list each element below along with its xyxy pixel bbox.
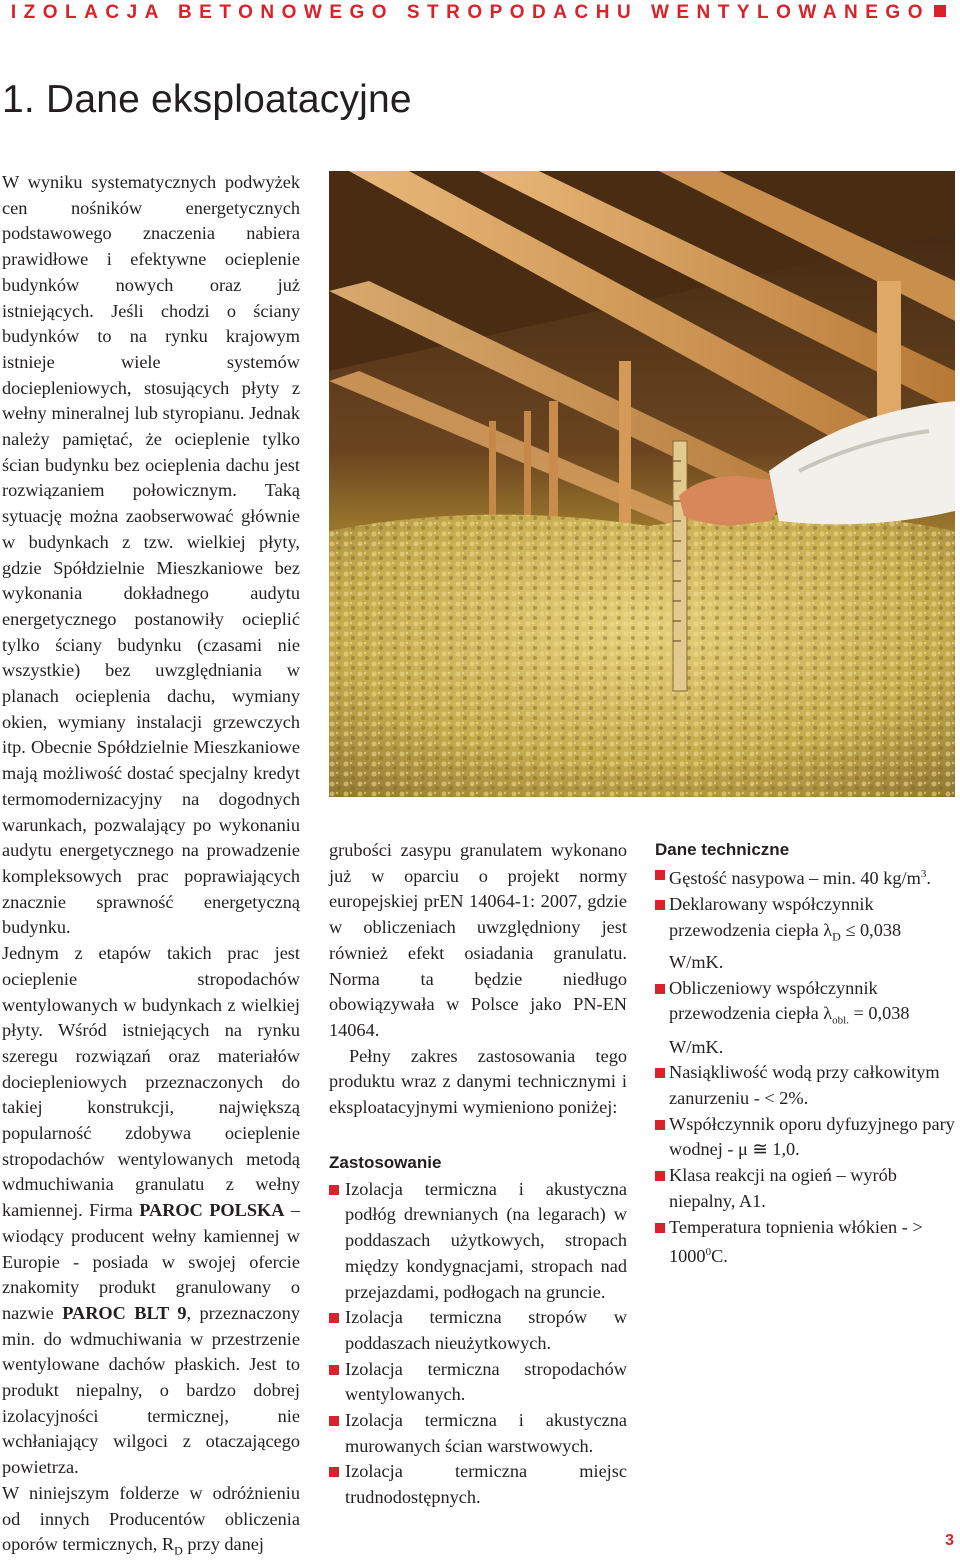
list-item: Izolacja termiczna i akustyczna podłóg drewnianych (na legarach) w poddaszach użytkowych, stropach między kondygnacjami, stropach nad przejazdami, podłogach na gruncie.	[329, 1177, 627, 1306]
list-item	[655, 1215, 955, 1271]
list-item: Izolacja termiczna stropodachów wentylowanych.	[329, 1357, 627, 1408]
paragraph-2-text-a: Jednym z etapów takich prac jest ocieplenie stropodachów wentylowanych w budynkach z wielkiej płyty. Wśród istniejących na rynku szeregu rozwiązań oraz materiałów dociepleniowych przeznaczonych do takiej konstrukcji, największą popularność zdobywa ocieplenie stropodachów wentylowanych metodą wdmuchiwania granulatu z wełny kamiennej. Firma	[2, 943, 300, 1221]
product-name: PAROC BLT 9	[62, 1302, 187, 1323]
technical-data-heading: Dane techniczne	[655, 840, 790, 859]
paragraph-2-text-c: , przeznaczony min. do wdmuchiwania w przestrzenie wentylowane dachów płaskich. Jest to produkt niepalny, o bardzo dobrej izolacyjności termicznej, nie wchłaniający wilgoci z otaczającego powietrza.	[2, 1302, 300, 1478]
column-2	[329, 838, 627, 1511]
list-item: Nasiąkliwość wodą przy całkowitym zanurzeniu - < 2%.	[655, 1060, 955, 1111]
paragraph-1	[2, 170, 300, 941]
running-header	[11, 2, 946, 24]
subscript: D	[832, 929, 841, 944]
column-3	[655, 838, 955, 1270]
list-item: Izolacja termiczna stropów w poddaszach nieużytkowych.	[329, 1305, 627, 1356]
column-1	[2, 170, 300, 1565]
subscript: obl.	[832, 1014, 849, 1027]
applications-heading: Zastosowanie	[329, 1152, 442, 1172]
superscript: 0	[705, 1246, 712, 1259]
paragraph-2-text-b: – wiodący producent wełny kamiennej w Europie - posiada w swojej ofercie znakomity produkt granulowany o nazwie	[2, 1200, 300, 1323]
paragraph-3	[2, 1481, 300, 1565]
column-2-paragraph-1: grubości zasypu granulatem wykonano już w oparciu o projekt normy europejskiej prEN 14064-1: 2007, gdzie w obliczeniach uwzględniony jest również efekt osiadania granulatu. Norma ta będzie niedługo obowiązywała w Polsce jako PN-EN 14064.	[329, 840, 627, 1040]
applications-list	[329, 1177, 627, 1511]
list-item-text: .	[926, 868, 931, 889]
list-item	[655, 976, 955, 1061]
attic-photo-illustration	[329, 171, 955, 797]
list-item: Izolacja termiczna miejsc trudnodostępnych.	[329, 1459, 627, 1510]
list-item-text: = 0,038 W/mK.	[669, 1003, 910, 1057]
red-square-icon	[934, 5, 946, 17]
list-item-text: C.	[711, 1246, 728, 1267]
attic-insulation-photo	[329, 171, 955, 797]
paragraph-2	[2, 941, 300, 1481]
paragraph-1-text: W wyniku systematycznych podwyżek cen nośników energetycznych podstawowego znaczenia nabiera prawidłowe i efektywne ocieplenie budynków nowych oraz już istniejących. Jeśli chodzi o ściany budynków to na rynku krajowym istnieje wiele systemów dociepleniowych, stosujących płyty z wełny mineralnej lub styropianu. Jednak należy pamiętać, że ocieplenie tylko ścian budynku bez ocieplenia dachu jest rozwiązaniem połowicznym. Taką sytuację można zaobserwować głównie w budynkach z tzw. wielkiej płyty, gdzie Spółdzielnie Mieszkaniowe bez wykonania dokładnego audytu energetycznego postanowiły ocieplić tylko ściany budynku (czasami nie wszystkie) bez uwzględniania w planach ocieplenia dachu, wymiany okien, wymiany instalacji grzewczych itp. Obecnie Spółdzielnie Mieszkaniowe mają możliwość dostać specjalny kredyt termomodernizacyjny na dogodnych warunkach, pozwalający po wykonaniu audytu energetycznego na prowadzenie kompleksowych prac poprawiających znacznie sprawność energetyczną budynku.	[2, 172, 300, 938]
list-item: Klasa reakcji na ogień – wyrób niepalny, A1.	[655, 1163, 955, 1214]
subscript-d: D	[174, 1543, 183, 1558]
list-item	[655, 862, 955, 892]
running-header-text: IZOLACJA BETONOWEGO STROPODACHU WENTYLOWANEGO	[10, 2, 930, 23]
list-item-text: Temperatura topnienia włókien - > 1000	[669, 1216, 923, 1267]
paragraph-3-text-a: W niniejszym folderze w odróżnieniu od innych Producentów obliczenia oporów termicznych, R	[2, 1482, 300, 1555]
brand-name: PAROC POLSKA	[139, 1200, 285, 1221]
technical-data-list	[655, 862, 955, 1270]
list-item: Izolacja termiczna i akustyczna murowanych ścian warstwowych.	[329, 1408, 627, 1459]
paragraph-3-text-b: przy danej	[182, 1534, 264, 1555]
list-item	[655, 892, 955, 976]
list-item-text: Deklarowany współczynnik przewodzenia ciepła λ	[669, 893, 874, 940]
list-item-text: ≤ 0,038 W/mK.	[669, 919, 902, 972]
superscript: 3	[920, 868, 927, 880]
page-title: 1. Dane eksploatacyjne	[2, 78, 412, 121]
list-item-text: Gęstość nasypowa – min. 40 kg/m	[669, 868, 921, 889]
list-item: Współczynnik oporu dyfuzyjnego pary wodnej - μ ≅ 1,0.	[655, 1112, 955, 1163]
list-item-text: Obliczeniowy współczynnik przewodzenia ciepła λ	[669, 977, 878, 1024]
column-2-paragraph-2: Pełny zakres zastosowania tego produktu wraz z danymi technicznymi i eksploatacyjnymi wymieniono poniżej:	[329, 1045, 627, 1118]
page-number: 3	[945, 1532, 954, 1549]
